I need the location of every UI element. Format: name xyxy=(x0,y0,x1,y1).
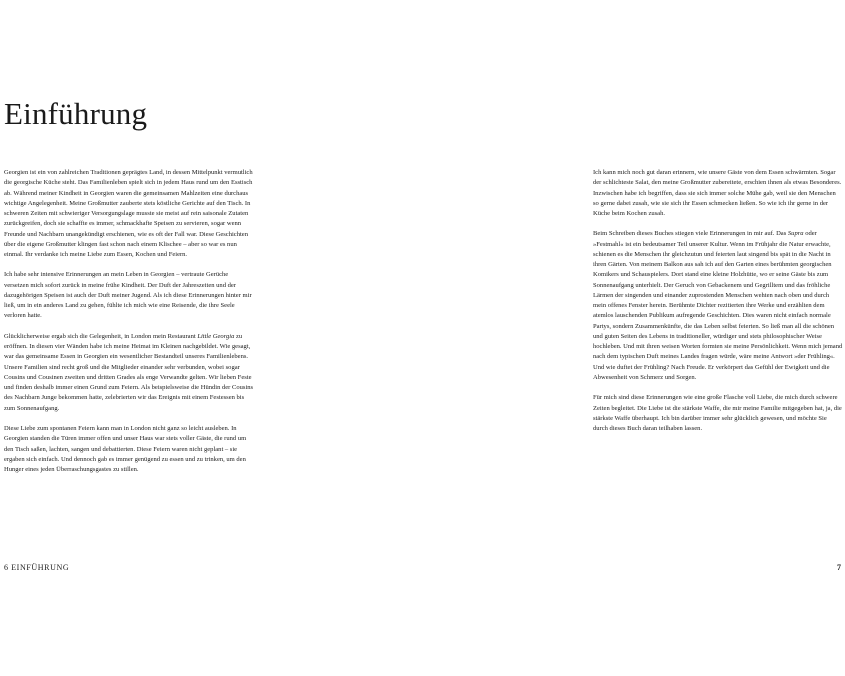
paragraph xyxy=(4,332,254,414)
paragraph: Diese Liebe zum spontanen Feiern kann man in London nicht ganz so leicht ausleben. In Georgien standen die Türen immer offen und unser Haus war stets voller Gäste, die rund um den Tisch saßen, lachten, sangen und debattierten. Diese Feiern waren nicht geplant – sie ergaben sich einfach. Und dennoch gab es immer genügend zu essen und zu trinken, um den Hunger eines jeden Überraschungsgastes zu stillen. xyxy=(4,425,247,474)
paragraph xyxy=(593,229,843,383)
supra-term: Supra xyxy=(787,230,804,238)
restaurant-name: Little Georgia xyxy=(197,332,235,340)
paragraph-text: Beim Schreiben dieses Buches stiegen viele Erinnerungen in mir auf. Das xyxy=(593,230,788,238)
paragraph-text: zu eröffnen. In diesen vier Wänden habe ich meine Heimat im Kleinen nachgebildet. Wie gesagt, war das gemeinsame Essen in Georgien ein wesentlicher Bestandteil unseres Familienlebens. Unsere Familien sind recht groß und die Mitglieder einander sehr verbunden, wobei sogar Cousins und Cousinen zweiten und dritten Grades als enge Verwandte gelten. Wir lieben Feste und finden deshalb immer einen Grund zum Feiern. Als beispielsweise die Hündin der Cousins des Nachbarn Junge bekommen hatte, zelebrierten wir das Ereignis mit einem Festessen bis zum Sonnenaufgang. xyxy=(4,332,254,412)
paragraph-text: oder »Festmahl« ist ein bedeutsamer Teil unserer Kultur. Wenn im Frühjahr die Natur erwachte, schienen es die Menschen ihr gleichzutun und feierten laut singend bis spät in die Nacht in ihren Gärten. Von meinem Balkon aus sah ich auf den Garten eines berühmten georgischen Komikers und Schauspielers. Dort stand eine kleine Holzhütte, wo er seine Gäste bis zum Sonnenaufgang unterhielt. Der Geruch von Gebackenem und Gegrilltem und das fröhliche Lärmen der singenden und einander zuprostenden Menschen wehten nach oben und durch mein offenes Fenster herein. Berühmte Dichter rezitierten ihre Werke und erzählten dem atemlos lauschenden Publikum aufregende Geschichten. Dies waren nicht einfach normale Partys, sondern Zusammenkünfte, die das Leben selbst feierten. So ließ man all die schönen und guten Seiten des Lebens in traditioneller, würdiger und stets philosophischer Weise hochleben. Und mit ihren weisen Worten formten sie meine Persönlichkeit. Wenn mich jemand nach dem typischen Duft meines Landes fragen würde, wäre meine Antwort »der Frühling«. Und wie duftet der Frühling? Nach Freude. Er verkörpert das Gefühl der Ewigkeit und die Abwesenheit von Schmerz und Sorgen. xyxy=(593,230,843,381)
left-text-column xyxy=(4,168,254,486)
right-text-column xyxy=(593,168,843,445)
page-number-right: 7 xyxy=(837,563,842,572)
page-footer-left: 6 EINFÜHRUNG xyxy=(4,563,70,572)
paragraph-text: Glücklicherweise ergab sich die Gelegenheit, in London mein Restaurant xyxy=(4,332,198,340)
paragraph: Ich habe sehr intensive Erinnerungen an mein Leben in Georgien – vertraute Gerüche versetzen mich sofort zurück in meine frühe Kindheit. Der Duft der Jahreszeiten und der dazugehörigen Speisen ist auch der Duft meiner Jugend. Als ich diese Erinnerungen hinter mir ließ, um in ein anderes Land zu gehen, fühlte ich mich wie eine Reisende, die ihre Seele verloren hatte. xyxy=(4,271,252,320)
chapter-title: Einführung xyxy=(4,96,148,131)
paragraph: Georgien ist ein von zahlreichen Traditionen geprägtes Land, in dessen Mittelpunkt vermutlich die georgische Küche steht. Das Familienleben spielt sich in jedem Haus rund um den Esstisch ab. Während meiner Kindheit in Georgien waren die gemeinsamen Mahlzeiten eine durchaus wichtige Angelegenheit. Meine Großmutter zauberte stets köstliche Gerichte auf den Tisch. In schweren Zeiten mit schwieriger Versorgungslage musste sie meist auf rein saisonale Zutaten zurückgreifen, doch sie schaffte es immer, schmackhafte Speisen zu servieren, sogar wenn Freunde und Nachbarn unangekündigt erschienen, wie es oft der Fall war. Diese Geschichten über die eigene Großmutter klingen fast schon nach einem Klischee – aber so war es nun einmal. Ihr verdanke ich meine Liebe zum Essen, Kochen und Feiern. xyxy=(4,169,253,258)
paragraph: Ich kann mich noch gut daran erinnern, wie unsere Gäste von dem Essen schwärmten. Sogar der schlichteste Salat, den meine Großmutter zubereitete, erschien ihnen als etwas Besonderes. Inzwischen habe ich begriffen, dass sie sich immer solche Mühe gab, weil sie den Menschen so gerne dabei zusah, wie sie sich ihr Essen schmecken ließen. So wie ich ihr gerne in der Küche beim Kochen zusah. xyxy=(593,169,842,217)
paragraph: Für mich sind diese Erinnerungen wie eine große Flasche voll Liebe, die mich durch schwere Zeiten begleitet. Die Liebe ist die stärkste Waffe, die mir meine Familie mitgegeben hat, ja, die stärkste Waffe überhaupt. Ich bin darüber immer sehr glücklich gewesen, und möchte Sie durch dieses Buch daran teilhaben lassen. xyxy=(593,394,842,433)
